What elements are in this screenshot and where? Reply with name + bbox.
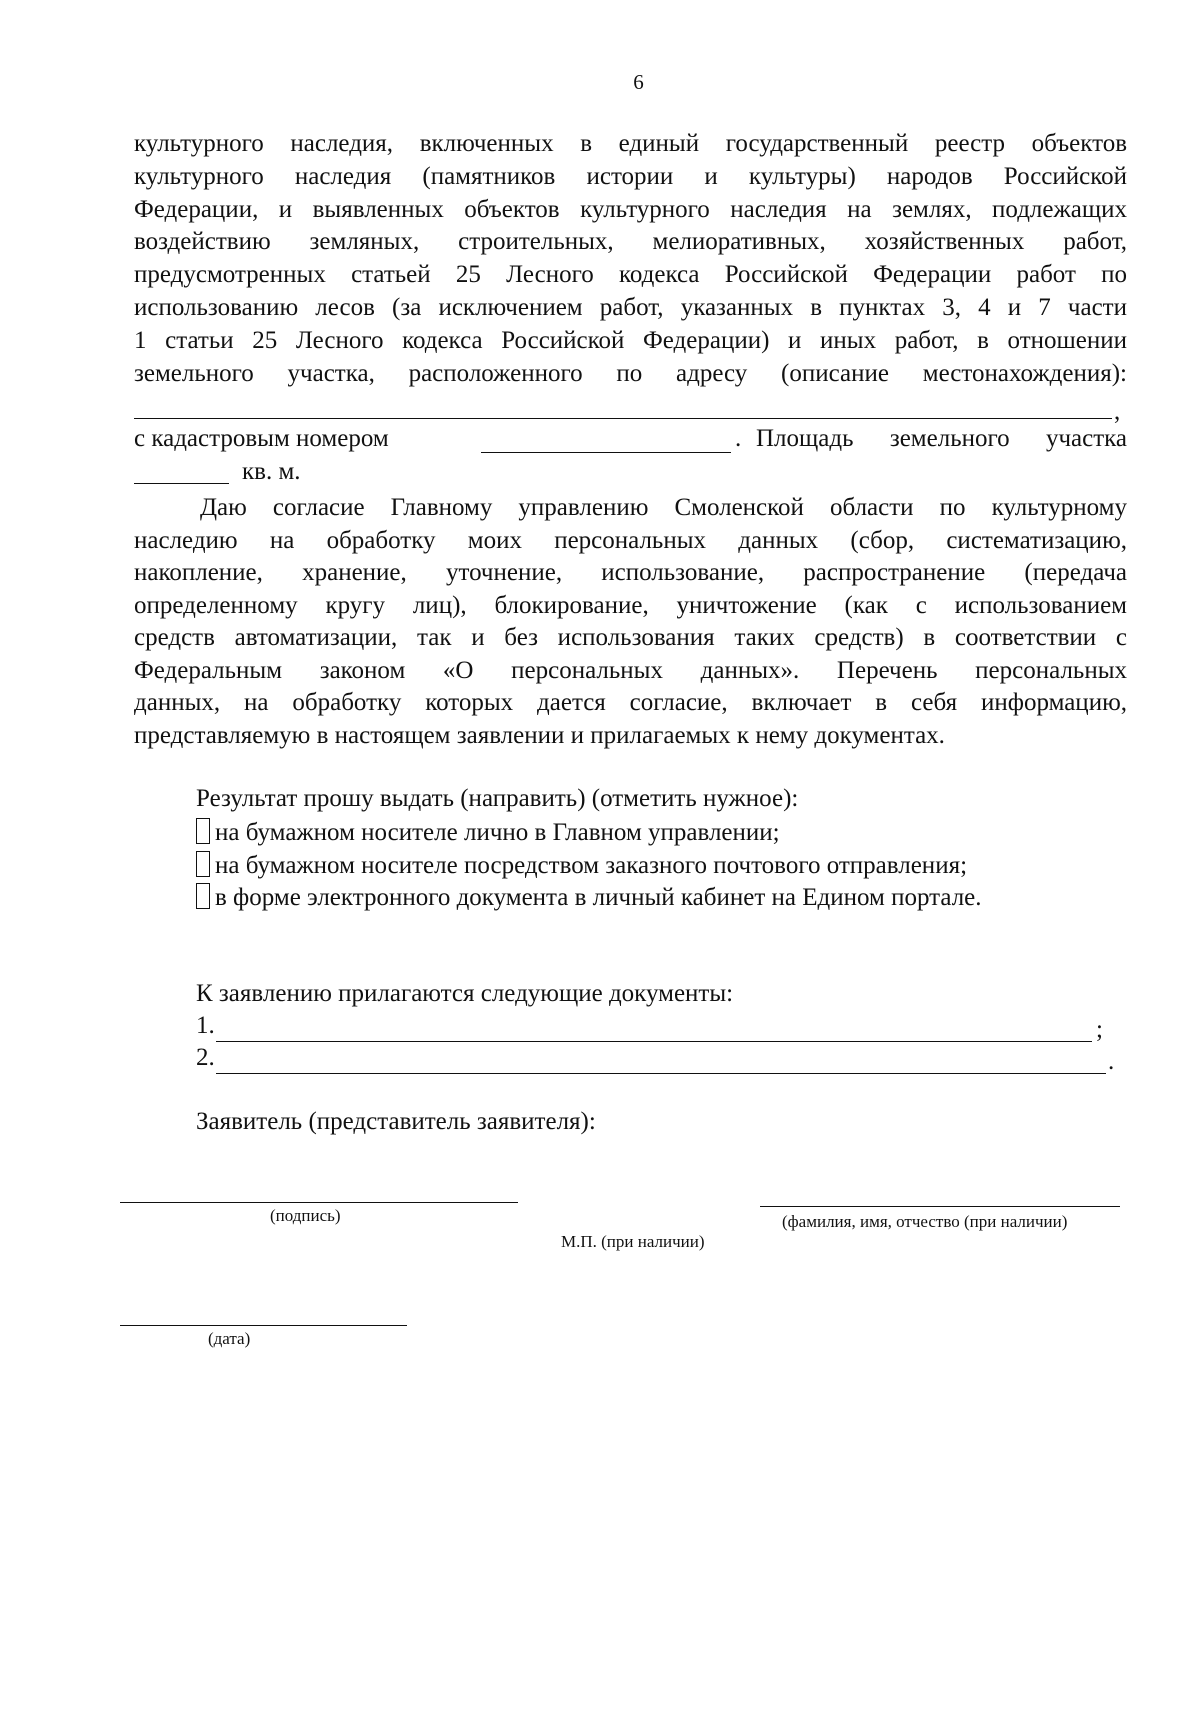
date-blank (120, 1325, 407, 1326)
date-caption: (дата) (208, 1329, 251, 1348)
attachments-heading: К заявлению прилагаются следующие документы: (196, 980, 734, 1007)
paragraph-line: воздействию земляных, строительных, мелиоративных, хозяйственных работ, (134, 228, 1127, 255)
checkbox[interactable] (196, 818, 210, 844)
paragraph-line: 1 статьи 25 Лесного кодекса Российской Федерации) и иных работ, в отношении (134, 327, 1127, 354)
option-label: на бумажном носителе лично в Главном управлении; (215, 819, 780, 846)
cadastral-dot: . (735, 425, 742, 452)
name-blank (760, 1206, 1120, 1207)
paragraph-line: предусмотренных статьей 25 Лесного кодекса Российской Федерации работ по (134, 261, 1127, 288)
consent-line: данных, на обработку которых дается согласие, включает в себя информацию, (134, 689, 1127, 716)
checkbox[interactable] (196, 851, 210, 877)
consent-line: определенному кругу лиц), блокирование, уничтожение (как с использованием (134, 592, 1127, 619)
paragraph-line: культурного наследия, включенных в единый государственный реестр объектов (134, 130, 1127, 157)
result-option-personal[interactable] (196, 817, 780, 848)
consent-line: наследию на обработку моих персональных данных (сбор, систематизацию, (134, 527, 1127, 554)
consent-line: накопление, хранение, уточнение, использование, распространение (передача (134, 559, 1127, 586)
consent-line: Федеральным законом «О персональных данных». Перечень персональных (134, 657, 1127, 684)
consent-line: средств автоматизации, так и без использования таких средств) в соответствии с (134, 624, 1127, 651)
result-option-mail[interactable] (196, 850, 967, 881)
cadastral-label: с кадастровым номером (134, 425, 389, 452)
area-unit: кв. м. (242, 458, 301, 485)
attachment-end: . (1108, 1048, 1115, 1075)
option-label: в форме электронного документа в личный кабинет на Едином портале. (215, 884, 982, 911)
consent-line: Даю согласие Главному управлению Смоленской области по культурному (200, 494, 1127, 521)
attachment-number: 2. (196, 1044, 215, 1071)
signature-caption: (подпись) (270, 1206, 341, 1225)
paragraph-line: использованию лесов (за исключением работ, указанных в пунктах 3, 4 и 7 части (134, 294, 1127, 321)
paragraph-line: культурного наследия (памятников истории и культуры) народов Российской (134, 163, 1127, 190)
result-option-electronic[interactable] (196, 882, 982, 913)
attachment-end: ; (1096, 1016, 1103, 1043)
name-caption: (фамилия, имя, отчество (при наличии) (782, 1212, 1068, 1231)
address-comma: , (1114, 398, 1121, 425)
area-blank (134, 483, 229, 484)
option-label: на бумажном носителе посредством заказного почтового отправления; (215, 852, 968, 879)
address-blank (134, 418, 1112, 419)
attachment-blank (216, 1073, 1106, 1074)
attachment-number: 1. (196, 1012, 215, 1039)
result-heading: Результат прошу выдать (направить) (отметить нужное): (196, 785, 799, 812)
page-number: 6 (633, 70, 644, 94)
attachment-blank (216, 1041, 1092, 1042)
consent-line: представляемую в настоящем заявлении и прилагаемых к нему документах. (134, 722, 945, 749)
paragraph-line: земельного участка, расположенного по адресу (описание местонахождения): (134, 360, 1127, 387)
applicant-label: Заявитель (представитель заявителя): (196, 1108, 596, 1135)
signature-blank (120, 1202, 518, 1203)
area-label: Площадь земельного участка (756, 425, 1127, 452)
paragraph-line: Федерации, и выявленных объектов культурного наследия на землях, подлежащих (134, 196, 1127, 223)
stamp-caption: М.П. (при наличии) (561, 1232, 705, 1251)
cadastral-number-blank (481, 452, 731, 453)
checkbox[interactable] (196, 883, 210, 909)
